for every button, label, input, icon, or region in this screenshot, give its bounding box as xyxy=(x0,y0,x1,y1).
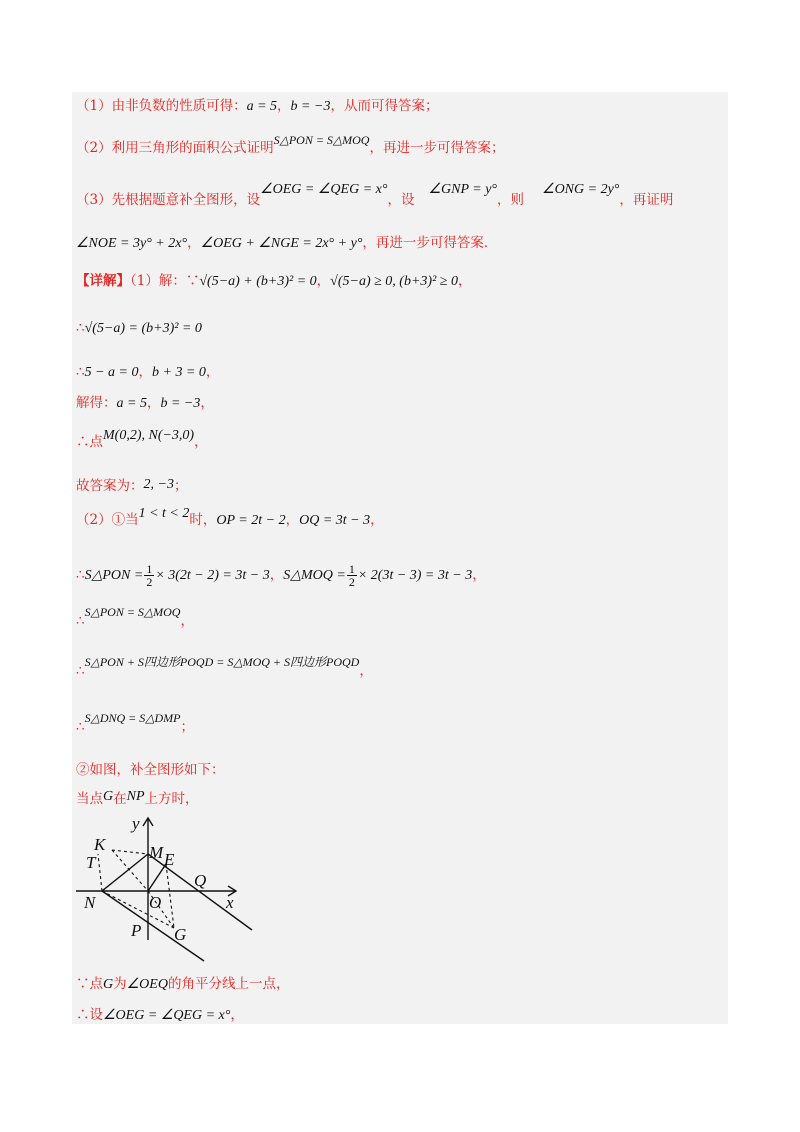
label-K: K xyxy=(94,835,106,854)
dashed-EG xyxy=(166,864,174,928)
label-x: x xyxy=(226,893,234,912)
solution-line-8: ∴S△PON = $\frac{1}{2}$ × 3(2t − 2) = 3t − 3，S△MOQ = $\frac{1}{2}$ × 2(3t − 3) = 3t − 3， xyxy=(76,562,486,589)
label-G: G xyxy=(174,925,187,944)
dashed-KO xyxy=(112,850,148,891)
label-Q: Q xyxy=(194,871,207,890)
solution-line-15: ∴设∠OEG = ∠QEG = x°， xyxy=(76,1007,244,1023)
solution-line-11: ∴S△DNQ = S△DMP； xyxy=(76,711,194,735)
label-P: P xyxy=(131,921,142,940)
hint-line-2: （2）利用三角形的面积公式证明S△PON = S△MOQ，再进一步可得答案； xyxy=(76,133,505,156)
solution-line-6: 故答案为：2, −3； xyxy=(76,477,188,494)
solution-line-4: 解得：a = 5，b = −3， xyxy=(76,395,214,411)
solution-line-7: （2）①当1 < t < 2时，OP = 2t − 2，OQ = 3t − 3， xyxy=(76,506,384,528)
fraction-half: $\frac{1}{2}$ xyxy=(146,562,153,589)
label-N: N xyxy=(84,893,96,912)
solution-line-3: ∴5 − a = 0，b + 3 = 0， xyxy=(76,364,220,380)
hint-line-4: ∠NOE = 3y° + 2x°，∠OEG + ∠NGE = 2x° + y°，再进一步可得答案． xyxy=(76,235,498,251)
solution-line-14: ∵点G为∠OEQ的角平分线上一点， xyxy=(76,976,290,992)
solution-line-13: 当点G在NP上方时， xyxy=(76,789,199,807)
label-T: T xyxy=(86,853,96,872)
solution-line-10: ∴S△PON + S四边形POQD = S△MOQ + S四边形POQD， xyxy=(76,655,373,679)
label-E: E xyxy=(164,850,175,869)
dashed-KM xyxy=(112,850,148,854)
segment-NM xyxy=(102,854,148,891)
solution-line-2: ∴√(5−a) = (b+3)² = 0 xyxy=(76,320,202,336)
geometry-figure xyxy=(76,812,266,964)
label-O: O xyxy=(149,893,162,912)
label-M: M xyxy=(149,843,164,862)
hint-line-1: （1）由非负数的性质可得：a = 5，b = −3，从而可得答案； xyxy=(76,98,439,114)
solution-line-1: 【详解】（1）解：∵√(5−a) + (b+3)² = 0，√(5−a) ≥ 0, (b+3)² ≥ 0， xyxy=(76,273,472,289)
hint-line-3: （3）先根据题意补全图形，设∠OEG = ∠QEG = x°，设∠GNP = y°，则∠ONG = 2y°，再证明 xyxy=(76,182,674,208)
label-y: y xyxy=(132,814,140,833)
dashed-NT xyxy=(98,854,102,891)
solution-line-12: ②如图，补全图形如下： xyxy=(76,762,225,778)
solution-line-5: ∴点M(0,2), N(−3,0)， xyxy=(76,428,208,450)
fraction-half: $\frac{1}{2}$ xyxy=(348,562,355,589)
solution-line-9: ∴S△PON = S△MOQ， xyxy=(76,605,194,629)
